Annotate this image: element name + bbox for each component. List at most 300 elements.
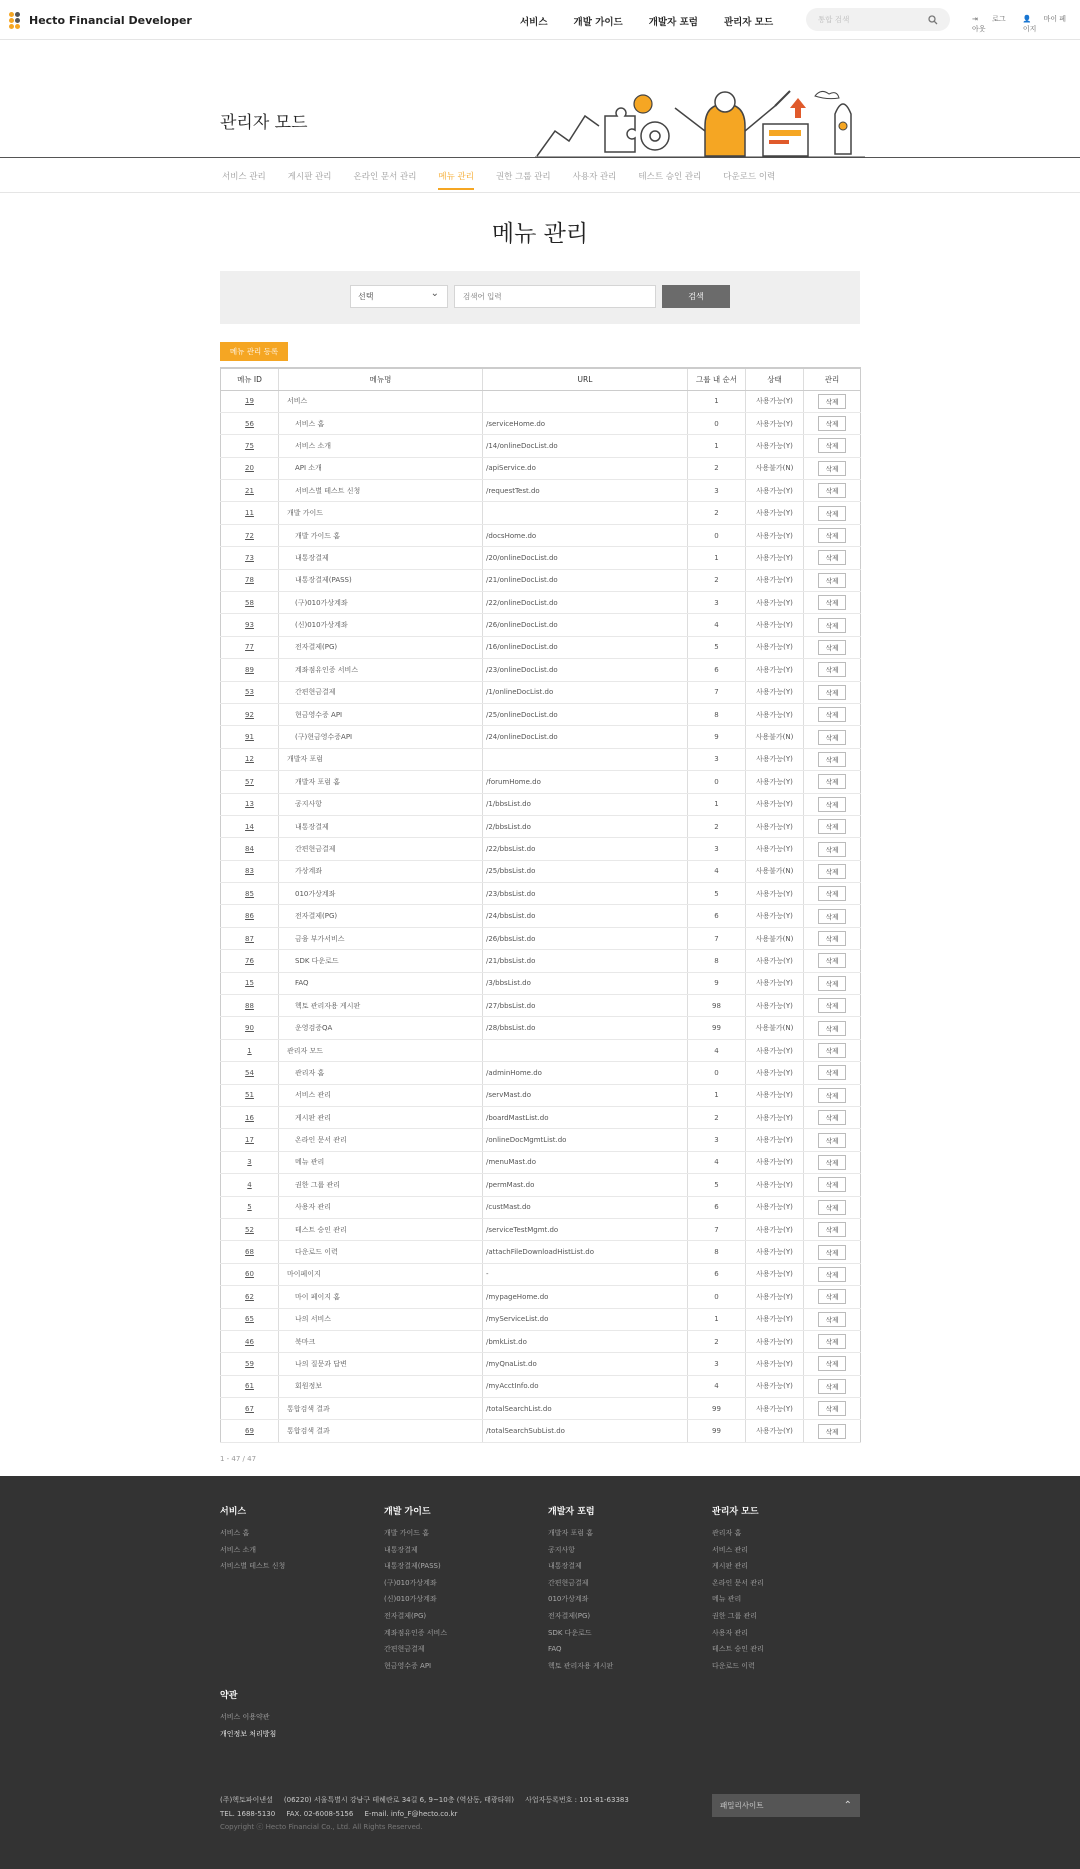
group-order: 8 xyxy=(688,1241,746,1263)
delete-button[interactable]: 삭제 xyxy=(818,953,846,968)
group-order: 3 xyxy=(688,748,746,770)
company-info xyxy=(220,1794,629,1835)
menu-url: /custMast.do xyxy=(483,1196,688,1218)
footer-link[interactable]: 간편현금결제 xyxy=(384,1645,425,1654)
menu-id-link[interactable]: 88 xyxy=(221,995,279,1017)
menu-id-link[interactable]: 58 xyxy=(221,592,279,614)
table-row xyxy=(221,1330,861,1352)
group-order: 0 xyxy=(688,1062,746,1084)
manage-cell xyxy=(804,1263,861,1285)
delete-button[interactable]: 삭제 xyxy=(818,1312,846,1327)
subnav-service-mgmt[interactable]: 서비스 관리 xyxy=(222,172,266,182)
menu-id-link[interactable]: 11 xyxy=(221,502,279,524)
manage-cell xyxy=(804,502,861,524)
group-order: 6 xyxy=(688,659,746,681)
family-site-select[interactable]: 패밀리사이트 ⌃ xyxy=(712,1794,860,1817)
delete-button[interactable]: 삭제 xyxy=(818,1245,846,1260)
footer-link[interactable]: 다운로드 이력 xyxy=(712,1661,755,1670)
delete-button[interactable]: 삭제 xyxy=(818,438,846,453)
manage-cell xyxy=(804,1286,861,1308)
delete-button[interactable]: 삭제 xyxy=(818,1356,846,1371)
menu-name: 내통장결제(PASS) xyxy=(279,569,483,591)
delete-button[interactable]: 삭제 xyxy=(818,1021,846,1036)
manage-cell xyxy=(804,1218,861,1240)
global-header xyxy=(0,0,1080,40)
delete-button[interactable]: 삭제 xyxy=(818,886,846,901)
menu-id-link[interactable]: 65 xyxy=(221,1308,279,1330)
group-order: 2 xyxy=(688,815,746,837)
menu-id-link[interactable]: 90 xyxy=(221,1017,279,1039)
menu-url: /26/bbsList.do xyxy=(483,927,688,949)
delete-button[interactable]: 삭제 xyxy=(818,1177,846,1192)
footer-link[interactable]: 헥토 관리자용 게시판 xyxy=(548,1661,614,1670)
menu-id-link[interactable]: 3 xyxy=(221,1151,279,1173)
footer-link[interactable]: 현금영수증 API xyxy=(384,1661,432,1670)
delete-button[interactable]: 삭제 xyxy=(818,685,846,700)
footer-link[interactable]: 개발자 포럼 홈 xyxy=(548,1529,594,1537)
delete-button[interactable]: 삭제 xyxy=(818,1424,846,1439)
group-order: 5 xyxy=(688,1174,746,1196)
subnav-onlinedoc-mgmt[interactable]: 온라인 문서 관리 xyxy=(353,172,417,182)
subnav-download-history[interactable]: 다운로드 이력 xyxy=(723,172,776,182)
menu-url: /servMast.do xyxy=(483,1084,688,1106)
footer-link[interactable]: 내통장결제 xyxy=(548,1562,582,1571)
footer-link[interactable]: SDK 다운로드 xyxy=(548,1628,592,1637)
menu-url: /serviceTestMgmt.do xyxy=(483,1218,688,1240)
menu-id-link[interactable]: 52 xyxy=(221,1218,279,1240)
menu-status: 사용가능(Y) xyxy=(746,1330,804,1352)
footer-link[interactable]: 공지사항 xyxy=(548,1545,576,1554)
menu-id-link[interactable]: 20 xyxy=(221,457,279,479)
manage-cell xyxy=(804,1196,861,1218)
logout-link[interactable] xyxy=(972,14,1011,34)
menu-name: 내통장결제 xyxy=(279,547,483,569)
menu-name: 다운로드 이력 xyxy=(279,1241,483,1263)
manage-cell xyxy=(804,1398,861,1420)
footer-link[interactable]: 개발 가이드 홈 xyxy=(384,1529,430,1537)
footer-link[interactable]: 관리자 홈 xyxy=(712,1529,742,1537)
menu-dev-forum[interactable]: 개발자 포럼 xyxy=(648,17,698,28)
delete-button[interactable]: 삭제 xyxy=(818,1289,846,1304)
menu-name: 관리자 모드 xyxy=(279,1039,483,1061)
menu-name: 서비스 홈 xyxy=(279,412,483,434)
group-order: 98 xyxy=(688,995,746,1017)
menu-id-link[interactable]: 16 xyxy=(221,1107,279,1129)
company-line: (주)헥토파이낸셜 (06220) 서울특별시 강남구 테헤란로 34길 6, 9~10층 (역삼동, 태광타워) 사업자등록번호 : 101-81-63383 xyxy=(220,1796,629,1804)
footer-link[interactable]: 전자결제(PG) xyxy=(384,1611,427,1620)
menu-name: 헥토 관리자용 게시판 xyxy=(279,995,483,1017)
footer-link[interactable]: 사용자 관리 xyxy=(712,1628,749,1637)
menu-dev-guide[interactable]: 개발 가이드 xyxy=(573,17,623,28)
delete-button[interactable]: 삭제 xyxy=(818,573,846,588)
group-order: 7 xyxy=(688,1218,746,1240)
menu-id-link[interactable]: 56 xyxy=(221,412,279,434)
delete-button[interactable]: 삭제 xyxy=(818,730,846,745)
manage-cell xyxy=(804,1084,861,1106)
menu-status: 사용가능(Y) xyxy=(746,1420,804,1442)
manage-cell xyxy=(804,1129,861,1151)
menu-id-link[interactable]: 19 xyxy=(221,390,279,412)
group-order: 1 xyxy=(688,1084,746,1106)
menu-id-link[interactable]: 67 xyxy=(221,1398,279,1420)
menu-name: 서비스 관리 xyxy=(279,1084,483,1106)
group-order: 7 xyxy=(688,681,746,703)
delete-button[interactable]: 삭제 xyxy=(818,842,846,857)
manage-cell xyxy=(804,972,861,994)
manage-cell xyxy=(804,1062,861,1084)
table-row xyxy=(221,1375,861,1397)
menu-id-link[interactable]: 13 xyxy=(221,793,279,815)
contact-line: TEL. 1688-5130 FAX. 02-6008-5156 E-mail. info_F@hecto.co.kr xyxy=(220,1809,458,1818)
group-order: 1 xyxy=(688,435,746,457)
developer-illustration xyxy=(535,86,865,158)
table-row xyxy=(221,838,861,860)
menu-id-link[interactable]: 14 xyxy=(221,815,279,837)
group-order: 3 xyxy=(688,1129,746,1151)
manage-cell xyxy=(804,1308,861,1330)
menu-id-link[interactable]: 93 xyxy=(221,614,279,636)
delete-button[interactable]: 삭제 xyxy=(818,1110,846,1125)
menu-id-link[interactable]: 12 xyxy=(221,748,279,770)
delete-button[interactable]: 삭제 xyxy=(818,1334,846,1349)
delete-button[interactable]: 삭제 xyxy=(818,998,846,1013)
manage-cell xyxy=(804,815,861,837)
menu-status: 사용가능(Y) xyxy=(746,1241,804,1263)
menu-status: 사용가능(Y) xyxy=(746,524,804,546)
manage-cell xyxy=(804,883,861,905)
subnav-menu-mgmt[interactable]: 메뉴 관리 xyxy=(438,170,474,190)
menu-name: 개발 가이드 xyxy=(279,502,483,524)
group-order: 1 xyxy=(688,793,746,815)
table-row xyxy=(221,815,861,837)
menu-status: 사용가능(Y) xyxy=(746,1129,804,1151)
menu-url: /23/onlineDocList.do xyxy=(483,659,688,681)
col-menu-id: 메뉴 ID xyxy=(221,368,279,390)
menu-status: 사용가능(Y) xyxy=(746,1062,804,1084)
delete-button[interactable]: 삭제 xyxy=(818,976,846,991)
menu-url: /22/onlineDocList.do xyxy=(483,592,688,614)
menu-name: 운영검증QA xyxy=(279,1017,483,1039)
menu-url: /2/bbsList.do xyxy=(483,815,688,837)
menu-name: 개발자 포럼 xyxy=(279,748,483,770)
footer-column xyxy=(548,1504,613,1674)
delete-button[interactable]: 삭제 xyxy=(818,819,846,834)
footer-link[interactable]: 서비스 소개 xyxy=(220,1545,257,1554)
search-button[interactable]: 검색 xyxy=(662,285,730,308)
delete-button[interactable]: 삭제 xyxy=(818,1200,846,1215)
menu-status: 사용가능(Y) xyxy=(746,995,804,1017)
menu-service[interactable]: 서비스 xyxy=(520,17,548,28)
menu-id-link[interactable]: 62 xyxy=(221,1286,279,1308)
menu-url xyxy=(483,390,688,412)
site-footer xyxy=(0,1476,1080,1869)
footer-column xyxy=(384,1504,447,1674)
menu-id-link[interactable]: 75 xyxy=(221,435,279,457)
delete-button[interactable]: 삭제 xyxy=(818,528,846,543)
menu-id-link[interactable]: 17 xyxy=(221,1129,279,1151)
menu-id-link[interactable]: 72 xyxy=(221,524,279,546)
footer-link[interactable]: 간편현금결제 xyxy=(548,1578,589,1587)
footer-link[interactable]: 서비스 관리 xyxy=(712,1545,749,1554)
menu-name: 서비스 xyxy=(279,390,483,412)
menu-url: /21/onlineDocList.do xyxy=(483,569,688,591)
delete-button[interactable]: 삭제 xyxy=(818,1065,846,1080)
menu-name: 관리자 홈 xyxy=(279,1062,483,1084)
menu-id-link[interactable]: 83 xyxy=(221,860,279,882)
delete-button[interactable]: 삭제 xyxy=(818,394,846,409)
table-row xyxy=(221,1398,861,1420)
menu-status: 사용가능(Y) xyxy=(746,771,804,793)
menu-id-link[interactable]: 91 xyxy=(221,726,279,748)
manage-cell xyxy=(804,1420,861,1442)
search-type-select[interactable]: 선택 ⌄ xyxy=(350,285,448,308)
delete-button[interactable]: 삭제 xyxy=(818,483,846,498)
delete-button[interactable]: 삭제 xyxy=(818,1133,846,1148)
table-row xyxy=(221,1308,861,1330)
footer-link[interactable]: 테스트 승인 관리 xyxy=(712,1645,764,1654)
manage-cell xyxy=(804,569,861,591)
group-order: 0 xyxy=(688,1286,746,1308)
delete-button[interactable]: 삭제 xyxy=(818,1043,846,1058)
menu-id-link[interactable]: 84 xyxy=(221,838,279,860)
global-search-input[interactable] xyxy=(806,8,950,31)
menu-id-link[interactable]: 53 xyxy=(221,681,279,703)
menu-name: 공지사항 xyxy=(279,793,483,815)
menu-name: (구)현금영수증API xyxy=(279,726,483,748)
menu-name: 사용자 관리 xyxy=(279,1196,483,1218)
menu-url: /serviceHome.do xyxy=(483,412,688,434)
menu-id-link[interactable]: 76 xyxy=(221,950,279,972)
footer-link-terms[interactable]: 서비스 이용약관 xyxy=(220,1713,270,1721)
menu-id-link[interactable]: 89 xyxy=(221,659,279,681)
search-icon[interactable] xyxy=(928,15,938,25)
subnav-test-approval-mgmt[interactable]: 테스트 승인 관리 xyxy=(638,172,702,182)
subnav-user-mgmt[interactable]: 사용자 관리 xyxy=(572,172,617,182)
manage-cell xyxy=(804,390,861,412)
menu-url: /27/bbsList.do xyxy=(483,995,688,1017)
menu-name: 계좌점유인증 서비스 xyxy=(279,659,483,681)
menu-status: 사용불가(N) xyxy=(746,457,804,479)
table-row xyxy=(221,1084,861,1106)
menu-url: /24/bbsList.do xyxy=(483,905,688,927)
menu-id-link[interactable]: 69 xyxy=(221,1420,279,1442)
manage-cell xyxy=(804,927,861,949)
delete-button[interactable]: 삭제 xyxy=(818,1401,846,1416)
table-row xyxy=(221,927,861,949)
menu-url: /myAcctInfo.do xyxy=(483,1375,688,1397)
mypage-link[interactable] xyxy=(1023,14,1068,34)
menu-name: 010가상계좌 xyxy=(279,883,483,905)
group-order: 2 xyxy=(688,502,746,524)
footer-link[interactable]: 게시판 관리 xyxy=(712,1562,749,1571)
footer-link[interactable]: 내통장결제 xyxy=(384,1545,418,1554)
table-row xyxy=(221,480,861,502)
menu-id-link[interactable]: 15 xyxy=(221,972,279,994)
table-row xyxy=(221,1263,861,1285)
menu-url: /myServiceList.do xyxy=(483,1308,688,1330)
menu-id-link[interactable]: 77 xyxy=(221,636,279,658)
footer-link[interactable]: 계좌점유인증 서비스 xyxy=(384,1628,448,1637)
footer-link[interactable]: 내통장결제(PASS) xyxy=(384,1562,441,1571)
menu-id-link[interactable]: 57 xyxy=(221,771,279,793)
menu-status: 사용가능(Y) xyxy=(746,1039,804,1061)
menu-admin-mode[interactable]: 관리자 모드 xyxy=(723,17,774,28)
delete-button[interactable]: 삭제 xyxy=(818,640,846,655)
menu-id-link[interactable]: 68 xyxy=(221,1241,279,1263)
footer-link[interactable]: 전자결제(PG) xyxy=(548,1611,591,1620)
delete-button[interactable]: 삭제 xyxy=(818,864,846,879)
menu-url: /26/onlineDocList.do xyxy=(483,614,688,636)
menu-id-link[interactable]: 61 xyxy=(221,1375,279,1397)
brand-logo[interactable] xyxy=(8,13,192,27)
manage-cell xyxy=(804,524,861,546)
manage-cell xyxy=(804,950,861,972)
menu-id-link[interactable]: 73 xyxy=(221,547,279,569)
group-order: 99 xyxy=(688,1017,746,1039)
delete-button[interactable]: 삭제 xyxy=(818,1222,846,1237)
delete-button[interactable]: 삭제 xyxy=(818,416,846,431)
menu-url: /totalSearchList.do xyxy=(483,1398,688,1420)
menu-name: 게시판 관리 xyxy=(279,1107,483,1129)
menu-id-link[interactable]: 60 xyxy=(221,1263,279,1285)
delete-button[interactable]: 삭제 xyxy=(818,506,846,521)
manage-cell xyxy=(804,1330,861,1352)
register-menu-button[interactable]: 메뉴 관리 등록 xyxy=(220,342,288,361)
group-order: 2 xyxy=(688,457,746,479)
group-order: 6 xyxy=(688,1196,746,1218)
manage-cell xyxy=(804,435,861,457)
footer-link[interactable]: 서비스 홈 xyxy=(220,1529,250,1537)
menu-id-link[interactable]: 87 xyxy=(221,927,279,949)
delete-button[interactable]: 삭제 xyxy=(818,1379,846,1394)
menu-status: 사용가능(Y) xyxy=(746,972,804,994)
group-order: 3 xyxy=(688,592,746,614)
menu-name: 온라인 문서 관리 xyxy=(279,1129,483,1151)
menu-status: 사용불가(N) xyxy=(746,927,804,949)
page-title: 메뉴 관리 xyxy=(491,221,589,247)
group-order: 0 xyxy=(688,412,746,434)
delete-button[interactable]: 삭제 xyxy=(818,774,846,789)
footer-link-privacy[interactable]: 개인정보 처리방침 xyxy=(220,1729,277,1738)
table-row xyxy=(221,1129,861,1151)
menu-id-link[interactable]: 1 xyxy=(221,1039,279,1061)
keyword-input[interactable] xyxy=(454,285,656,308)
menu-id-link[interactable]: 54 xyxy=(221,1062,279,1084)
manage-cell xyxy=(804,659,861,681)
table-row xyxy=(221,703,861,725)
menu-id-link[interactable]: 46 xyxy=(221,1330,279,1352)
table-row xyxy=(221,1241,861,1263)
delete-button[interactable]: 삭제 xyxy=(818,752,846,767)
menu-status: 사용가능(Y) xyxy=(746,659,804,681)
mypage-label: 마이 페이지 xyxy=(1022,15,1067,33)
table-row xyxy=(221,771,861,793)
footer-link[interactable]: 010가상계좌 xyxy=(548,1595,589,1604)
group-order: 4 xyxy=(688,614,746,636)
menu-status: 사용가능(Y) xyxy=(746,1151,804,1173)
delete-button[interactable]: 삭제 xyxy=(818,461,846,476)
menu-url: /21/bbsList.do xyxy=(483,950,688,972)
menu-name: 마이 페이지 홈 xyxy=(279,1286,483,1308)
delete-button[interactable]: 삭제 xyxy=(818,1267,846,1282)
menu-id-link[interactable]: 59 xyxy=(221,1353,279,1375)
menu-id-link[interactable]: 92 xyxy=(221,703,279,725)
menu-url: - xyxy=(483,1263,688,1285)
menu-status: 사용가능(Y) xyxy=(746,390,804,412)
group-order: 5 xyxy=(688,636,746,658)
menu-url xyxy=(483,748,688,770)
delete-button[interactable]: 삭제 xyxy=(818,618,846,633)
delete-button[interactable]: 삭제 xyxy=(818,797,846,812)
footer-link[interactable]: 온라인 문서 관리 xyxy=(712,1578,764,1587)
delete-button[interactable]: 삭제 xyxy=(818,909,846,924)
menu-status: 사용가능(Y) xyxy=(746,502,804,524)
menu-id-link[interactable]: 4 xyxy=(221,1174,279,1196)
menu-url: /docsHome.do xyxy=(483,524,688,546)
subnav-perm-group-mgmt[interactable]: 권한 그룹 관리 xyxy=(495,172,551,182)
delete-button[interactable]: 삭제 xyxy=(818,662,846,677)
manage-cell xyxy=(804,1353,861,1375)
menu-url: /myQnaList.do xyxy=(483,1353,688,1375)
logout-icon: ⇥ xyxy=(972,15,981,23)
table-row xyxy=(221,636,861,658)
menu-id-link[interactable]: 85 xyxy=(221,883,279,905)
delete-button[interactable]: 삭제 xyxy=(818,1088,846,1103)
footer-link[interactable]: (구)010가상계좌 xyxy=(384,1578,437,1587)
group-order: 1 xyxy=(688,547,746,569)
menu-id-link[interactable]: 78 xyxy=(221,569,279,591)
menu-id-link[interactable]: 86 xyxy=(221,905,279,927)
group-order: 8 xyxy=(688,703,746,725)
menu-status: 사용가능(Y) xyxy=(746,905,804,927)
menu-status: 사용가능(Y) xyxy=(746,815,804,837)
menu-name: 권한 그룹 관리 xyxy=(279,1174,483,1196)
footer-link[interactable]: (신)010가상계좌 xyxy=(384,1595,437,1604)
table-row xyxy=(221,1017,861,1039)
menu-id-link[interactable]: 5 xyxy=(221,1196,279,1218)
delete-button[interactable]: 삭제 xyxy=(818,595,846,610)
table-row xyxy=(221,524,861,546)
menu-url: /25/bbsList.do xyxy=(483,860,688,882)
footer-link[interactable]: 권한 그룹 관리 xyxy=(712,1611,758,1620)
menu-id-link[interactable]: 21 xyxy=(221,480,279,502)
brand-name: Hecto Financial Developer xyxy=(29,13,192,27)
footer-terms-title: 약관 xyxy=(220,1691,238,1701)
footer-link[interactable]: 서비스별 테스트 신청 xyxy=(220,1562,286,1571)
footer-link[interactable]: FAQ xyxy=(548,1645,562,1654)
delete-button[interactable]: 삭제 xyxy=(818,550,846,565)
logo-icon xyxy=(8,13,25,27)
table-row xyxy=(221,390,861,412)
manage-cell xyxy=(804,995,861,1017)
delete-button[interactable]: 삭제 xyxy=(818,707,846,722)
menu-name: 간편현금결제 xyxy=(279,838,483,860)
manage-cell xyxy=(804,412,861,434)
delete-button[interactable]: 삭제 xyxy=(818,931,846,946)
subnav-board-mgmt[interactable]: 게시판 관리 xyxy=(287,172,332,182)
menu-name: 나의 질문과 답변 xyxy=(279,1353,483,1375)
manage-cell xyxy=(804,457,861,479)
footer-link[interactable]: 메뉴 관리 xyxy=(712,1595,742,1604)
menu-name: 마이페이지 xyxy=(279,1263,483,1285)
menu-url: /1/bbsList.do xyxy=(483,793,688,815)
menu-id-link[interactable]: 51 xyxy=(221,1084,279,1106)
manage-cell xyxy=(804,636,861,658)
table-row xyxy=(221,972,861,994)
footer-column xyxy=(712,1504,764,1674)
main-menu xyxy=(520,14,799,28)
delete-button[interactable]: 삭제 xyxy=(818,1155,846,1170)
